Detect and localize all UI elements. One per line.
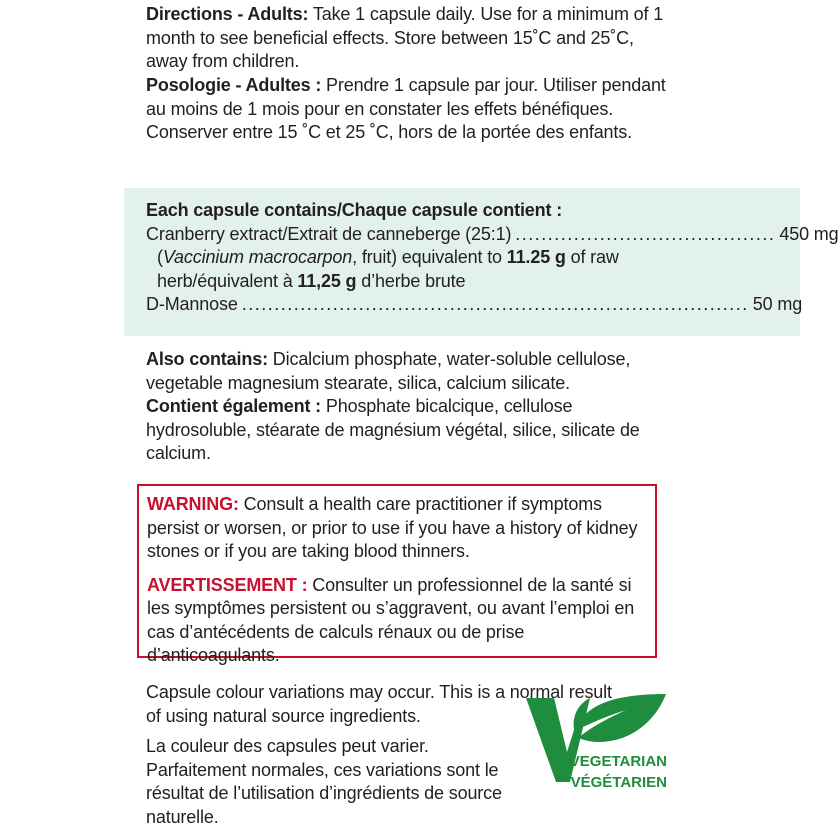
ingredient-row-mannose bbox=[146, 293, 803, 317]
vegetarian-leaf-shape bbox=[576, 694, 666, 742]
also-contains-en-text: Dicalcium phosphate, water-soluble cellulose, vegetable magnesium stearate, silica, calcium silicate. bbox=[146, 349, 631, 393]
warning-en-label: WARNING: bbox=[147, 494, 239, 514]
source-fr-rest: d’herbe brute bbox=[356, 270, 466, 291]
source-latin-name: Vaccinium macrocarpon bbox=[162, 247, 353, 267]
vegetarian-v-leaf-icon bbox=[520, 690, 670, 800]
mannose-amount: 50 mg bbox=[752, 294, 803, 314]
cranberry-leader-dots: ........................................ bbox=[515, 223, 776, 244]
cranberry-source-line-fr bbox=[146, 270, 651, 294]
directions-en bbox=[146, 3, 666, 74]
cranberry-source-line bbox=[146, 246, 651, 270]
cranberry-name: Cranberry extract/Extrait de canneberge (25:1) bbox=[146, 223, 512, 244]
source-mid: , fruit) equivalent to bbox=[352, 247, 507, 267]
directions-fr bbox=[146, 74, 666, 145]
directions-fr-label: Posologie - Adultes : bbox=[146, 75, 322, 95]
ingredient-row-cranberry bbox=[146, 223, 838, 247]
directions-en-text: Take 1 capsule daily. Use for a minimum of 1 month to see beneficial effects. Store between 15˚C and 25˚C, away from children. bbox=[146, 4, 664, 71]
source-en-amount: 11.25 g bbox=[506, 247, 566, 267]
warning-en-text: Consult a health care practitioner if symptoms persist or worsen, or prior to use if you have a history of kidney stones or if you are taking blood thinners. bbox=[147, 494, 638, 561]
mannose-leader-dots: .............................................................................. bbox=[241, 294, 749, 314]
source-en-rest: of raw bbox=[565, 247, 619, 267]
also-contains-fr-label: Contient également : bbox=[146, 396, 322, 416]
also-contains-fr-text: Phosphate bicalcique, cellulose hydrosoluble, stéarate de magnésium végétal, silice, silicate de calcium. bbox=[146, 396, 640, 463]
also-contains-fr bbox=[146, 395, 666, 466]
also-contains-en-label: Also contains: bbox=[146, 349, 268, 369]
vegetarian-label-fr: VÉGÉTARIEN bbox=[570, 774, 667, 791]
vegetarian-label-en: VEGETARIAN bbox=[569, 753, 667, 770]
also-contains-en bbox=[146, 348, 666, 395]
warning-fr-text: Consulter un professionnel de la santé si les symptômes persistent ou s’aggravent, ou avant l’emploi en cas d’antécédents de calculs rénaux ou de prise d’anticoagulants. bbox=[147, 574, 635, 665]
warning-fr-label: AVERTISSEMENT : bbox=[147, 574, 308, 595]
capsule-note-en: Capsule colour variations may occur. This is a normal result of using natural source ingredients. bbox=[146, 682, 612, 726]
directions-en-label: Directions - Adults: bbox=[146, 4, 309, 24]
warning-en bbox=[147, 493, 655, 564]
ingredients-heading: Each capsule contains/Chaque capsule contient : bbox=[146, 200, 563, 220]
capsule-note-fr: La couleur des capsules peut varier. Parfaitement normales, ces variations sont le résultat de l’utilisation d’ingrédients de source naturelle. bbox=[146, 736, 502, 827]
cranberry-amount: 450 mg bbox=[779, 223, 838, 244]
mannose-name: D-Mannose bbox=[146, 294, 238, 314]
directions-fr-text: Prendre 1 capsule par jour. Utiliser pendant au moins de 1 mois pour en constater les effets bénéfiques. Conserver entre 15 ˚C et 25 ˚C, hors de la portée des enfants. bbox=[146, 75, 666, 142]
source-fr-pre: herb/équivalent à bbox=[157, 270, 298, 291]
ingredients-panel bbox=[124, 188, 838, 336]
source-paren: ( bbox=[157, 247, 163, 267]
warning-fr bbox=[147, 574, 655, 668]
source-fr-amount: 11,25 g bbox=[297, 270, 357, 291]
warning-box bbox=[137, 484, 657, 665]
